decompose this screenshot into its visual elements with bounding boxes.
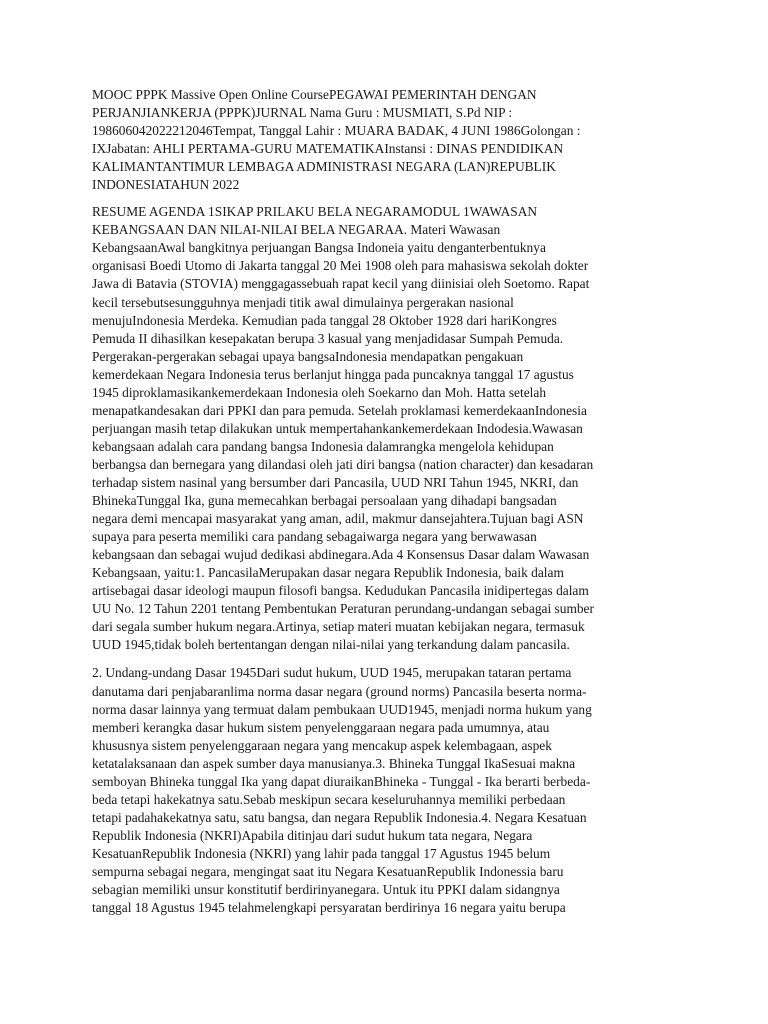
- document-header: MOOC PPPK Massive Open Online CoursePEGAWAI PEMERINTAH DENGAN PERJANJIANKERJA (PPPK)JURNAL Nama Guru : MUSMIATI, S.Pd NIP : 198606042022212046Tempat, Tanggal Lahir : MUARA BADAK, 4 JUNI 1986Golongan : IXJabatan: AHLI PERTAMA-GURU MATEMATIKAInstansi : DINAS PENDIDIKAN KALIMANTANTIMUR LEMBAGA ADMINISTRASI NEGARA (LAN)REPUBLIK INDONESIATAHUN 2022: [92, 87, 581, 193]
- uud-paragraph: 2. Undang-undang Dasar 1945Dari sudut hukum, UUD 1945, merupakan tataran pertama danutama dari penjabaranlima norma dasar negara (ground norms) Pancasila beserta norma- norma dasar lainnya yang termuat dalam pembukaan UUD1945, menjadi norma hukum yang memberi kerangka dasar hukum sistem penyelenggaraan negara pada umumnya, atau khususnya sistem penyelenggaraan negara yang mencakup aspek kelembagaan, aspek ketatalaksanaan dan aspek sumber daya manusianya.3. Bhineka Tunggal IkaSesuai makna semboyan Bhineka tunggal Ika yang dapat diuraikanBhineka - Tunggal - Ika berarti berbeda- beda tetapi hakekatnya satu.Sebab meskipun secara keseluruhannya memiliki perbedaan tetapi padahakekatnya satu, satu bangsa, dan negara Republik Indonesia.4. Negara Kesatuan Republik Indonesia (NKRI)Apabila ditinjau dari sudut hukum tata negara, Negara KesatuanRepublik Indonesia (NKRI) yang lahir pada tanggal 17 Agustus 1945 belum sempurna sebagai negara, mengingat saat itu Negara KesatuanRepublik Indonessia baru sebagian memiliki unsur konstitutif berdirinyanegara. Untuk itu PPKI dalam sidangnya tanggal 18 Agustus 1945 telahmelengkapi persyaratan berdirinya 16 negara yaitu berupa: [92, 665, 592, 916]
- resume-paragraph: RESUME AGENDA 1SIKAP PRILAKU BELA NEGARAMODUL 1WAWASAN KEBANGSAAN DAN NILAI-NILAI BELA NEGARAA. Materi Wawasan KebangsaanAwal bangkitnya perjuangan Bangsa Indoneia yaitu denganterbentuknya organisasi Boedi Utomo di Jakarta tanggal 20 Mei 1908 oleh para mahasiswa sekolah dokter Jawa di Batavia (STOVIA) menggagassebuah rapat kecil yang diinisiai oleh Soetomo. Rapat kecil tersebutsesungguhnya menjadi titik awal dimulainya pergerakan nasional menujuIndonesia Merdeka. Kemudian pada tanggal 28 Oktober 1928 dari hariKongres Pemuda II dihasilkan kesepakatan berupa 3 kasual yang menjadidasar Sumpah Pemuda. Pergerakan-pergerakan sebagai upaya bangsaIndonesia mendapatkan pengakuan kemerdekaan Negara Indonesia terus berlanjut hingga pada puncaknya tanggal 17 agustus 1945 diproklamasikankemerdekaan Indonesia oleh Soekarno dan Moh. Hatta setelah menapatkandesakan dari PPKI dan para pemuda. Setelah proklamasi kemerdekaanIndonesia perjuangan masih tetap dilakukan untuk mempertahankankemerdekaan Indodesia.Wawasan kebangsaan adalah cara pandang bangsa Indonesia dalamrangka mengelola kehidupan berbangsa dan bernegara yang dilandasi oleh jati diri bangsa (nation character) dan kesadaran terhadap sistem nasinal yang bersumber dari Pancasila, UUD NRI Tahun 1945, NKRI, dan BhinekaTunggal Ika, guna memecahkan berbagai persoalaan yang dihadapi bangsadan negara demi mencapai masyarakat yang aman, adil, makmur dansejahtera.Tujuan bagi ASN supaya para peserta memiliki cara pandang sebagaiwarga negara yang berwawasan kebangsaan dan sebagai wujud dedikasi abdinegara.Ada 4 Konsensus Dasar dalam Wawasan Kebangsaan, yaitu:1. PancasilaMerupakan dasar negara Republik Indonesia, baik dalam artisebagai dasar ideologi maupun filosofi bangsa. Kedudukan Pancasila inidipertegas dalam UU No. 12 Tahun 2201 tentang Pembentukan Peraturan perundang-undangan sebagai sumber dari segala sumber hukum negara.Artinya, setiap materi muatan kebijakan negara, termasuk UUD 1945,tidak boleh bertentangan dengan nilai-nilai yang terkandung dalam pancasila.: [92, 204, 594, 653]
- document-page: [92, 86, 682, 927]
